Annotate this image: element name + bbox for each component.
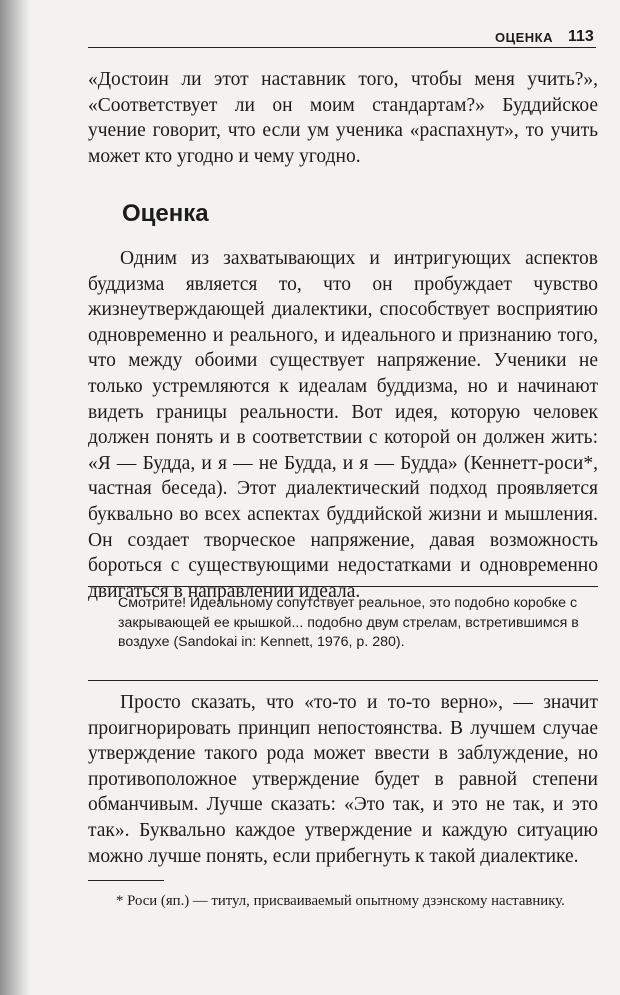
paragraph-1: «Достоин ли этот наставник того, чтобы меня учить?», «Соответствует ли он моим стандартам?» Буддийское учение говорит, что если ум ученика «распахнут», то учить может кто угодно и чему угодно. (88, 69, 598, 167)
quote-rule-top (88, 586, 598, 587)
body-text-middle (88, 246, 598, 604)
quote-block: Смотрите! Идеальному сопутствует реальное, это подобно коробке с закрывающей ее крышкой... подобно двум стрелам, встретившимся в воздухе (Sandokai in: Kennett, 1976, p. 280). (118, 595, 579, 650)
footnote: * Роси (яп.) — титул, присваиваемый опытному дзэнскому наставнику. (116, 893, 565, 909)
body-text-bottom (88, 690, 598, 869)
footnote-rule (88, 880, 164, 881)
page-number: 113 (568, 28, 594, 45)
running-head-rule (88, 47, 596, 48)
paragraph-2: Одним из захватывающих и интригующих аспектов буддизма является то, что он пробуждает чувство жизнеутверждающей диалектики, способствует восприятию одновременно и реального, и идеального и признанию того, что между обоими существует напряжение. Ученики не только устремляются к идеалам буддизма, но и начинают видеть границы реальности. Вот идея, которую человек должен понять и в соответствии с которой он должен жить: «Я — Будда, и я — не Будда, и я — Будда» (Кеннетт-роси*, частная беседа). Этот диалектический подход проявляется буквально во всех аспектах буддийской жизни и мышления. Он создает творческое напряжение, давая возможность бороться с существующими недостатками и одновременно двигаться в направлении идеала. (88, 248, 598, 602)
paragraph-3: Просто сказать, что «то-то и то-то верно», — значит проигнорировать принцип непостоянства. В лучшем случае утверждение такого рода может ввести в заблуждение, но противоположное утверждение будет в равной степени обманчивым. Лучше сказать: «Это так, и это не так, и это так». Буквально каждое утверждение и каждую ситуацию можно лучше понять, если прибегнуть к такой диалектике. (88, 692, 598, 867)
section-heading: Оценка (122, 200, 209, 227)
running-head-title: ОЦЕНКА (495, 30, 553, 45)
quote-rule-bottom (88, 680, 598, 681)
body-text-top (88, 67, 598, 169)
